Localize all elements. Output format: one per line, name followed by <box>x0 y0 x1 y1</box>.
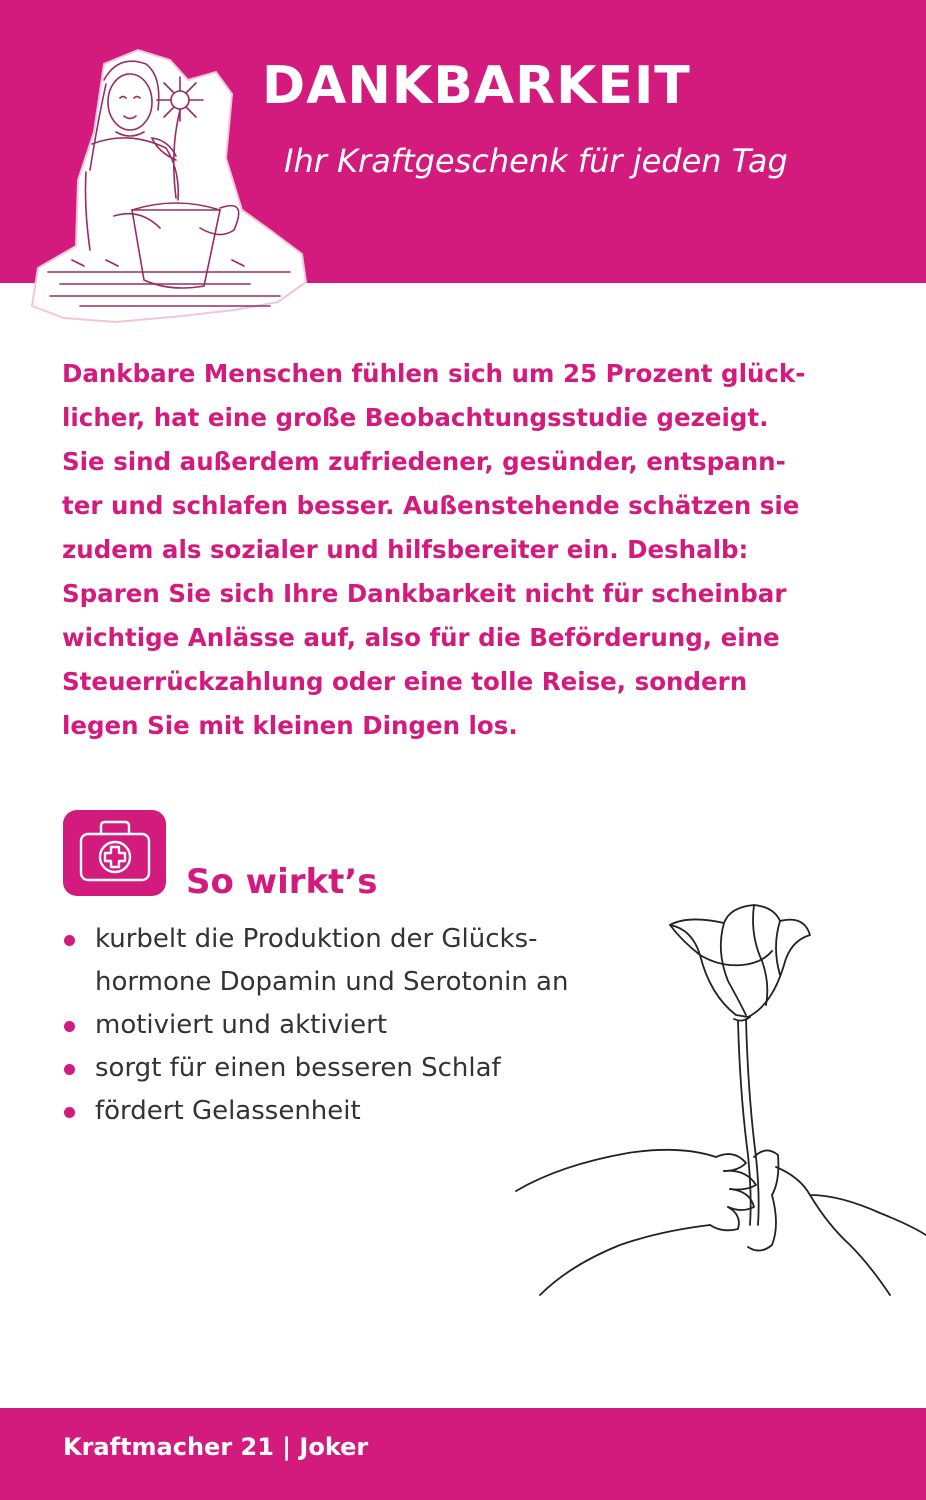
intro-line: ter und schlafen besser. Außenstehende schätzen sie <box>62 491 800 520</box>
intro-line: Dankbare Menschen fühlen sich um 25 Prozent glück- <box>62 359 806 388</box>
bullet-icon <box>64 1021 75 1032</box>
intro-line: Sie sind außerdem zufriedener, gesünder, entspann- <box>62 447 786 476</box>
first-aid-kit-icon <box>63 810 166 896</box>
footer-band <box>0 1408 926 1500</box>
hands-holding-flower-icon <box>510 895 926 1335</box>
bullet-icon <box>64 1064 75 1075</box>
list-item-text: motiviert und aktiviert <box>95 1010 388 1040</box>
intro-line: Sparen Sie sich Ihre Dankbarkeit nicht für scheinbar <box>62 579 787 608</box>
page-subtitle: Ihr Kraftgeschenk für jeden Tag <box>284 142 788 180</box>
intro-line: licher, hat eine große Beobachtungsstudie gezeigt. <box>62 403 769 432</box>
bullet-icon <box>64 935 75 946</box>
page-title: DANKBARKEIT <box>262 56 691 116</box>
list-item-text: fördert Gelassenheit <box>95 1096 361 1126</box>
intro-line: zudem als sozialer und hilfsbereiter ein. Deshalb: <box>62 535 749 564</box>
intro-paragraph <box>62 352 862 748</box>
list-item-text: kurbelt die Produktion der Glücks- hormone Dopamin und Serotonin an <box>95 924 569 997</box>
intro-line: Steuerrückzahlung oder eine tolle Reise, sondern <box>62 667 748 696</box>
intro-line: legen Sie mit kleinen Dingen los. <box>62 711 518 740</box>
section-heading: So wirkt’s <box>186 862 378 902</box>
bullet-icon <box>64 1107 75 1118</box>
footer-label: Kraftmacher 21 | Joker <box>63 1433 369 1461</box>
list-item-text: sorgt für einen besseren Schlaf <box>95 1053 501 1083</box>
woman-with-potted-flower-icon <box>20 40 310 330</box>
intro-line: wichtige Anlässe auf, also für die Beförderung, eine <box>62 623 780 652</box>
